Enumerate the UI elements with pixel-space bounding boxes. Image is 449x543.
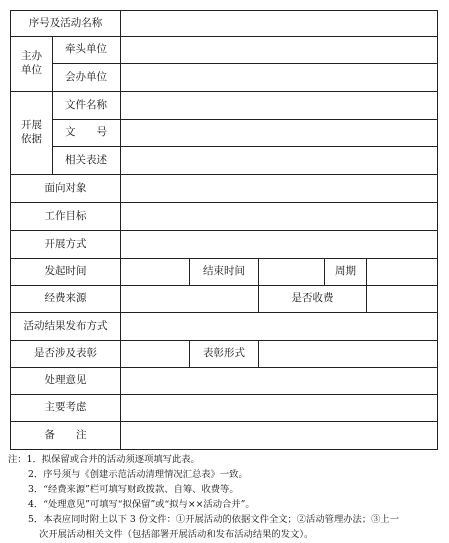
seq-and-name-field[interactable] xyxy=(121,11,437,37)
lead-unit-label: 牵头单位 xyxy=(53,37,121,64)
handling-field[interactable] xyxy=(121,368,437,395)
note-1: 注：1．拟保留或合并的活动须逐项填写此表。 xyxy=(8,454,200,465)
doc-name-field[interactable] xyxy=(121,92,437,120)
note-5a: 5．本表应同时附上以下 3 份文件：①开展活动的依据文件全文；②活动管理办法；③上一 xyxy=(28,514,400,525)
organizer-label xyxy=(11,37,53,92)
commend-form-field[interactable] xyxy=(259,341,437,368)
goal-label: 工作目标 xyxy=(11,203,121,231)
handling-label: 处理意见 xyxy=(11,368,121,395)
audience-label: 面向对象 xyxy=(11,175,121,203)
cleanup-form-table xyxy=(10,10,438,450)
note-5b: 次开展活动相关文件（包括部署开展活动和发布活动结果的发文）。 xyxy=(39,529,314,540)
cycle-label: 周期 xyxy=(325,259,367,286)
goal-field[interactable] xyxy=(121,203,437,231)
note-3: 3．“经费来源”栏可填写财政拨款、自筹、收费等。 xyxy=(28,484,239,495)
publish-field[interactable] xyxy=(121,313,437,341)
related-field[interactable] xyxy=(121,147,437,175)
consider-label: 主要考虑 xyxy=(11,395,121,422)
commend-form-label: 表彰形式 xyxy=(190,341,259,368)
charges-field[interactable] xyxy=(367,286,437,313)
end-time-field[interactable] xyxy=(259,259,325,286)
end-time-label: 结束时间 xyxy=(190,259,259,286)
basis-label xyxy=(11,92,53,175)
related-label: 相关表述 xyxy=(53,147,121,175)
doc-number-field[interactable] xyxy=(121,120,437,147)
co-unit-field[interactable] xyxy=(121,64,437,92)
note-2: 2．序号须与《创建示范活动清理情况汇总表》一致。 xyxy=(28,469,248,480)
remarks-label: 备 注 xyxy=(11,422,121,449)
doc-number-label: 文 号 xyxy=(53,120,121,147)
funding-label: 经费来源 xyxy=(11,286,121,313)
method-field[interactable] xyxy=(121,231,437,259)
basis-label-text: 开展依据 xyxy=(21,119,42,145)
commend-label: 是否涉及表彰 xyxy=(11,341,121,368)
lead-unit-field[interactable] xyxy=(121,37,437,64)
seq-and-name-label: 序号及活动名称 xyxy=(11,11,121,37)
audience-field[interactable] xyxy=(121,175,437,203)
commend-field[interactable] xyxy=(121,341,190,368)
funding-field[interactable] xyxy=(121,286,259,313)
note-4: 4．“处理意见”可填写“拟保留”或“拟与××活动合并”。 xyxy=(28,499,255,510)
remarks-field[interactable] xyxy=(121,422,437,449)
consider-field[interactable] xyxy=(121,395,437,422)
start-time-label: 发起时间 xyxy=(11,259,121,286)
organizer-label-text: 主办单位 xyxy=(21,50,42,76)
charges-label: 是否收费 xyxy=(259,286,367,313)
method-label: 开展方式 xyxy=(11,231,121,259)
doc-name-label: 文件名称 xyxy=(53,92,121,120)
co-unit-label: 会办单位 xyxy=(53,64,121,92)
start-time-field[interactable] xyxy=(121,259,190,286)
publish-label: 活动结果发布方式 xyxy=(11,313,121,341)
cycle-field[interactable] xyxy=(367,259,437,286)
